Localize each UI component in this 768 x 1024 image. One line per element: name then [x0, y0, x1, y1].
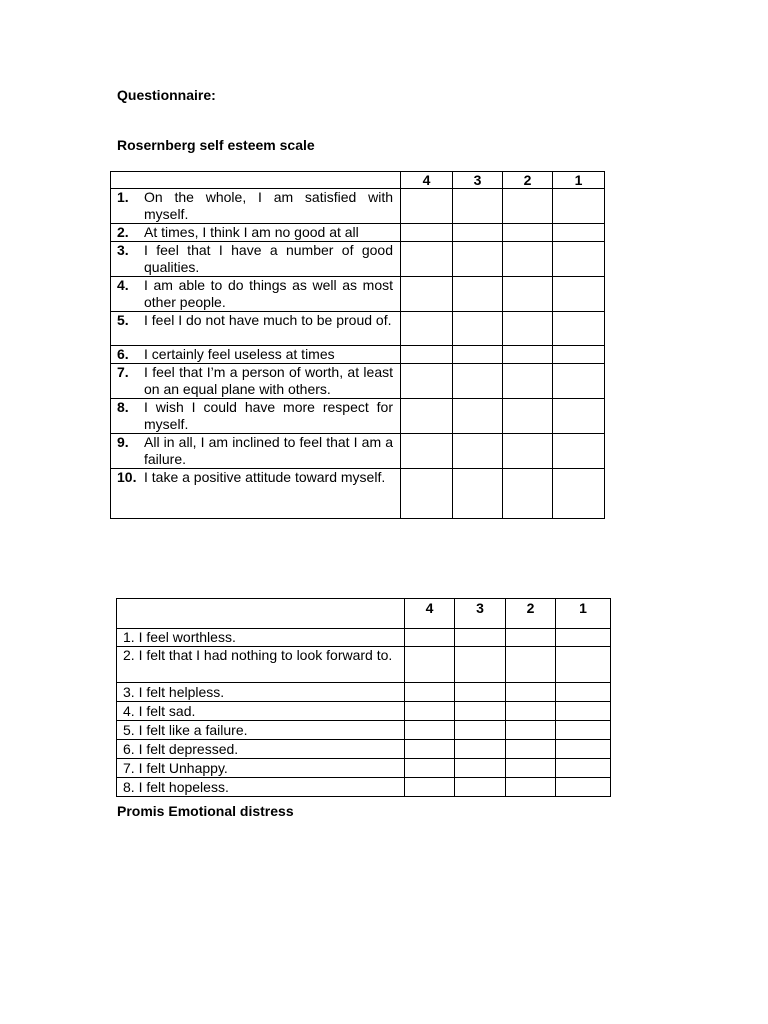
table-header-row — [111, 172, 605, 189]
item-cell — [111, 224, 401, 242]
promis-emotional-distress-caption: Promis Emotional distress — [117, 803, 294, 819]
score-3-cell[interactable] — [453, 399, 503, 434]
item-cell — [111, 364, 401, 399]
table-row — [111, 189, 605, 224]
score-1-cell[interactable] — [553, 346, 605, 364]
score-2-cell[interactable] — [503, 346, 553, 364]
score-4-cell[interactable] — [401, 224, 453, 242]
score-3-cell[interactable] — [455, 740, 506, 759]
header-score-3: 3 — [453, 172, 503, 189]
questionnaire-title: Questionnaire: — [117, 87, 216, 103]
table-row — [111, 242, 605, 277]
item-text: I feel that I’m a person of worth, at least on an equal plane with others. — [144, 364, 393, 397]
item-text: I certainly feel useless at times — [144, 346, 335, 362]
item-number: 6. — [117, 346, 129, 362]
score-3-cell[interactable] — [455, 647, 506, 683]
score-3-cell[interactable] — [455, 759, 506, 778]
score-3-cell[interactable] — [453, 224, 503, 242]
promis-distress-table — [116, 598, 611, 797]
score-3-cell[interactable] — [455, 629, 506, 647]
score-1-cell[interactable] — [556, 740, 611, 759]
item-number: 3. — [117, 242, 129, 258]
header-item-cell — [111, 172, 401, 189]
score-4-cell[interactable] — [405, 721, 455, 740]
score-3-cell[interactable] — [453, 364, 503, 399]
header-score-1: 1 — [556, 599, 611, 629]
item-text: 3. I felt helpless. — [117, 683, 405, 702]
score-4-cell[interactable] — [401, 312, 453, 346]
item-text: I feel I do not have much to be proud of. — [144, 312, 392, 328]
table-row — [117, 683, 611, 702]
score-2-cell[interactable] — [506, 721, 556, 740]
score-4-cell[interactable] — [405, 740, 455, 759]
score-4-cell[interactable] — [401, 469, 453, 519]
score-4-cell[interactable] — [405, 647, 455, 683]
table-row — [111, 224, 605, 242]
score-2-cell[interactable] — [503, 224, 553, 242]
table-row — [117, 629, 611, 647]
score-2-cell[interactable] — [506, 647, 556, 683]
item-text: I wish I could have more respect for myself. — [144, 399, 393, 432]
score-1-cell[interactable] — [553, 189, 605, 224]
table-row — [111, 469, 605, 519]
item-text: On the whole, I am satisfied with myself. — [144, 189, 393, 222]
table-row — [117, 702, 611, 721]
score-1-cell[interactable] — [556, 629, 611, 647]
item-number: 10. — [117, 469, 137, 485]
item-text: I am able to do things as well as most other people. — [144, 277, 393, 310]
score-3-cell[interactable] — [453, 469, 503, 519]
table-row — [111, 346, 605, 364]
score-3-cell[interactable] — [453, 189, 503, 224]
score-4-cell[interactable] — [401, 277, 453, 312]
rosenberg-scale-table — [110, 171, 605, 519]
score-4-cell[interactable] — [405, 629, 455, 647]
header-score-1: 1 — [553, 172, 605, 189]
score-1-cell[interactable] — [556, 683, 611, 702]
item-number: 9. — [117, 434, 129, 450]
item-number: 4. — [117, 277, 129, 293]
header-item-cell — [117, 599, 405, 629]
item-cell — [111, 312, 401, 346]
item-cell — [111, 399, 401, 434]
score-2-cell[interactable] — [506, 683, 556, 702]
item-cell — [111, 189, 401, 224]
item-text: 1. I feel worthless. — [117, 629, 405, 647]
header-score-4: 4 — [405, 599, 455, 629]
score-3-cell[interactable] — [453, 346, 503, 364]
item-number: 8. — [117, 399, 129, 415]
score-4-cell[interactable] — [401, 434, 453, 469]
header-score-2: 2 — [506, 599, 556, 629]
item-cell — [111, 434, 401, 469]
score-1-cell[interactable] — [553, 312, 605, 346]
rosenberg-scale-title: Rosernberg self esteem scale — [117, 137, 315, 153]
item-text: I feel that I have a number of good qualities. — [144, 242, 393, 275]
item-number: 7. — [117, 364, 129, 380]
score-4-cell[interactable] — [405, 683, 455, 702]
score-1-cell[interactable] — [556, 759, 611, 778]
score-2-cell[interactable] — [503, 434, 553, 469]
score-1-cell[interactable] — [553, 399, 605, 434]
score-4-cell[interactable] — [401, 242, 453, 277]
table-row — [111, 277, 605, 312]
score-1-cell[interactable] — [553, 364, 605, 399]
score-1-cell[interactable] — [553, 469, 605, 519]
item-text: 5. I felt like a failure. — [117, 721, 405, 740]
item-text: At times, I think I am no good at all — [144, 224, 359, 240]
table-row — [117, 647, 611, 683]
score-1-cell[interactable] — [553, 277, 605, 312]
score-3-cell[interactable] — [455, 721, 506, 740]
score-3-cell[interactable] — [455, 683, 506, 702]
score-2-cell[interactable] — [506, 702, 556, 721]
table-row — [117, 721, 611, 740]
item-cell — [111, 242, 401, 277]
table-row — [117, 778, 611, 797]
score-1-cell[interactable] — [553, 242, 605, 277]
table-row — [111, 434, 605, 469]
score-4-cell[interactable] — [401, 189, 453, 224]
score-4-cell[interactable] — [405, 759, 455, 778]
score-2-cell[interactable] — [506, 778, 556, 797]
header-score-4: 4 — [401, 172, 453, 189]
score-1-cell[interactable] — [556, 702, 611, 721]
item-text: I take a positive attitude toward myself. — [144, 469, 386, 485]
item-text: All in all, I am inclined to feel that I am a failure. — [144, 434, 393, 467]
item-number: 2. — [117, 224, 129, 240]
item-text: 8. I felt hopeless. — [117, 778, 405, 797]
score-1-cell[interactable] — [556, 647, 611, 683]
score-2-cell[interactable] — [506, 740, 556, 759]
score-2-cell[interactable] — [503, 189, 553, 224]
score-2-cell[interactable] — [506, 759, 556, 778]
item-text: 4. I felt sad. — [117, 702, 405, 721]
score-3-cell[interactable] — [455, 702, 506, 721]
table-row — [111, 364, 605, 399]
item-text: 6. I felt depressed. — [117, 740, 405, 759]
item-number: 5. — [117, 312, 129, 328]
score-4-cell[interactable] — [401, 399, 453, 434]
item-text: 7. I felt Unhappy. — [117, 759, 405, 778]
score-2-cell[interactable] — [503, 242, 553, 277]
score-1-cell[interactable] — [556, 721, 611, 740]
score-4-cell[interactable] — [405, 778, 455, 797]
table-row — [117, 759, 611, 778]
score-1-cell[interactable] — [553, 434, 605, 469]
score-4-cell[interactable] — [405, 702, 455, 721]
item-cell — [111, 277, 401, 312]
table-row — [111, 312, 605, 346]
score-1-cell[interactable] — [553, 224, 605, 242]
item-text: 2. I felt that I had nothing to look forward to. — [117, 647, 405, 683]
score-2-cell[interactable] — [503, 277, 553, 312]
score-3-cell[interactable] — [453, 434, 503, 469]
score-3-cell[interactable] — [455, 778, 506, 797]
score-2-cell[interactable] — [503, 312, 553, 346]
header-score-3: 3 — [455, 599, 506, 629]
score-2-cell[interactable] — [503, 364, 553, 399]
header-score-2: 2 — [503, 172, 553, 189]
score-2-cell[interactable] — [503, 469, 553, 519]
score-3-cell[interactable] — [453, 277, 503, 312]
item-cell — [111, 346, 401, 364]
table-row — [117, 740, 611, 759]
score-1-cell[interactable] — [556, 778, 611, 797]
item-number: 1. — [117, 189, 129, 205]
item-cell — [111, 469, 401, 519]
score-3-cell[interactable] — [453, 242, 503, 277]
score-2-cell[interactable] — [503, 399, 553, 434]
score-4-cell[interactable] — [401, 346, 453, 364]
table-header-row — [117, 599, 611, 629]
score-3-cell[interactable] — [453, 312, 503, 346]
table-row — [111, 399, 605, 434]
score-4-cell[interactable] — [401, 364, 453, 399]
score-2-cell[interactable] — [506, 629, 556, 647]
